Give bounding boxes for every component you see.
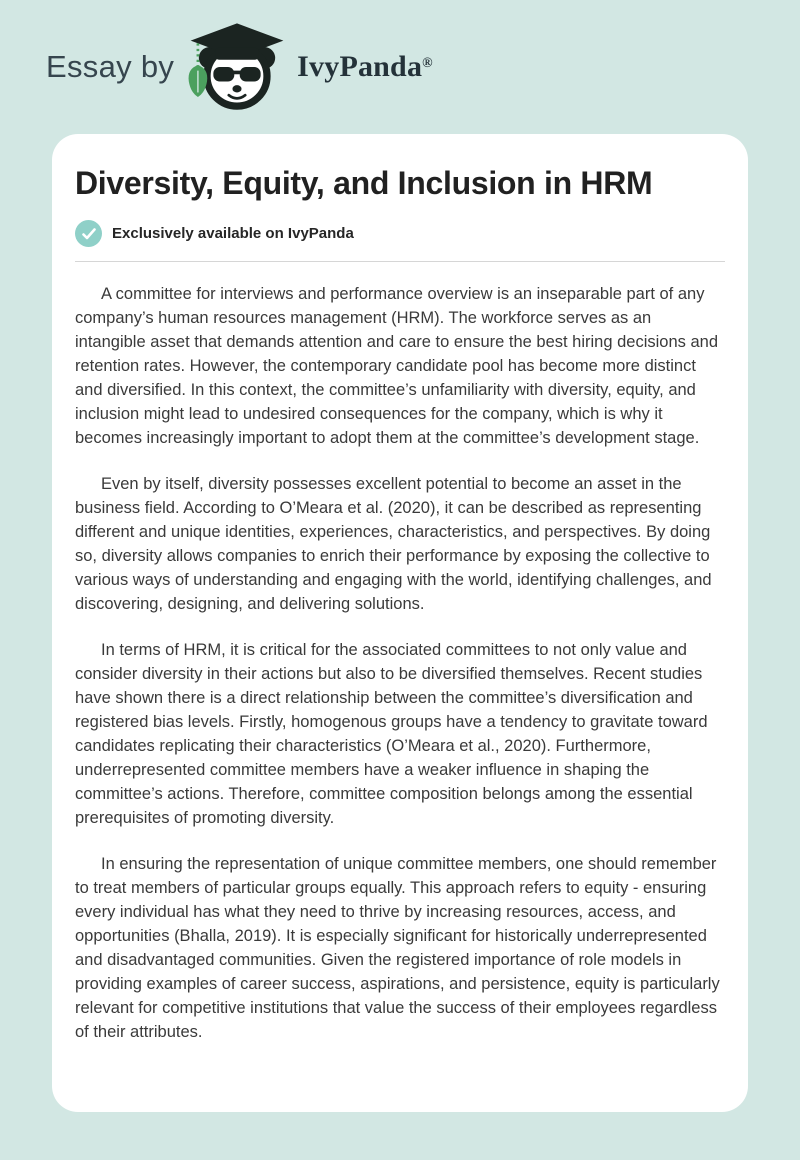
essay-body: [75, 282, 725, 1044]
availability-text: Exclusively available on IvyPanda: [112, 225, 354, 242]
essay-card: [52, 134, 748, 1112]
panda-graduate-icon: [187, 21, 287, 113]
essay-by-label: Essay by: [46, 49, 175, 84]
brand-name: IvyPanda: [297, 50, 423, 83]
availability-badge: [75, 220, 725, 247]
check-icon: [75, 220, 102, 247]
essay-paragraph: In ensuring the representation of unique committee members, one should remember to treat members of particular groups equally. This approach refers to equity - ensuring every individual has what they need to thrive by increasing resources, access, and opportunities (Bhalla, 2019). It is especially significant for historically underrepresented and disadvantaged communities. Given the registered importance of role models in providing examples of career success, aspirations, and persistence, equity is particularly relevant for competitive institutions that value the success of their employees regardless of their attributes.: [75, 855, 720, 1041]
site-header: [0, 0, 800, 134]
divider: [75, 261, 725, 262]
essay-paragraph: In terms of HRM, it is critical for the associated committees to not only value and consider diversity in their actions but also to be diversified themselves. Recent studies have shown there is a direct relationship between the committee’s diversification and registered bias levels. Firstly, homogenous groups have a tendency to gravitate toward candidates replicating their characteristics (O’Meara et al., 2020). Furthermore, underrepresented committee members have a weaker influence in shaping the committee’s actions. Therefore, committee composition belongs among the essential prerequisites of promoting diversity.: [75, 641, 708, 827]
brand-wordmark: [297, 50, 433, 84]
essay-paragraph: A committee for interviews and performance overview is an inseparable part of any company’s human resources management (HRM). The workforce serves as an intangible asset that demands attention and care to ensure the best hiring decisions and retention rates. However, the contemporary candidate pool has become more distinct and diversified. In this context, the committee’s unfamiliarity with diversity, equity, and inclusion might lead to undesired consequences for the company, which is why it becomes increasingly important to adopt them at the committee’s development stage.: [75, 285, 719, 447]
registered-mark: ®: [422, 56, 433, 71]
ivypanda-logo: [187, 21, 433, 113]
essay-title: Diversity, Equity, and Inclusion in HRM: [75, 165, 653, 201]
essay-paragraph: Even by itself, diversity possesses excellent potential to become an asset in the business field. According to O’Meara et al. (2020), it can be described as representing different and unique identities, experiences, characteristics, and perspectives. By doing so, diversity allows companies to enrich their performance by exposing the collective to various ways of understanding and engaging with the world, identifying challenges, and discovering, designing, and delivering solutions.: [75, 475, 712, 613]
